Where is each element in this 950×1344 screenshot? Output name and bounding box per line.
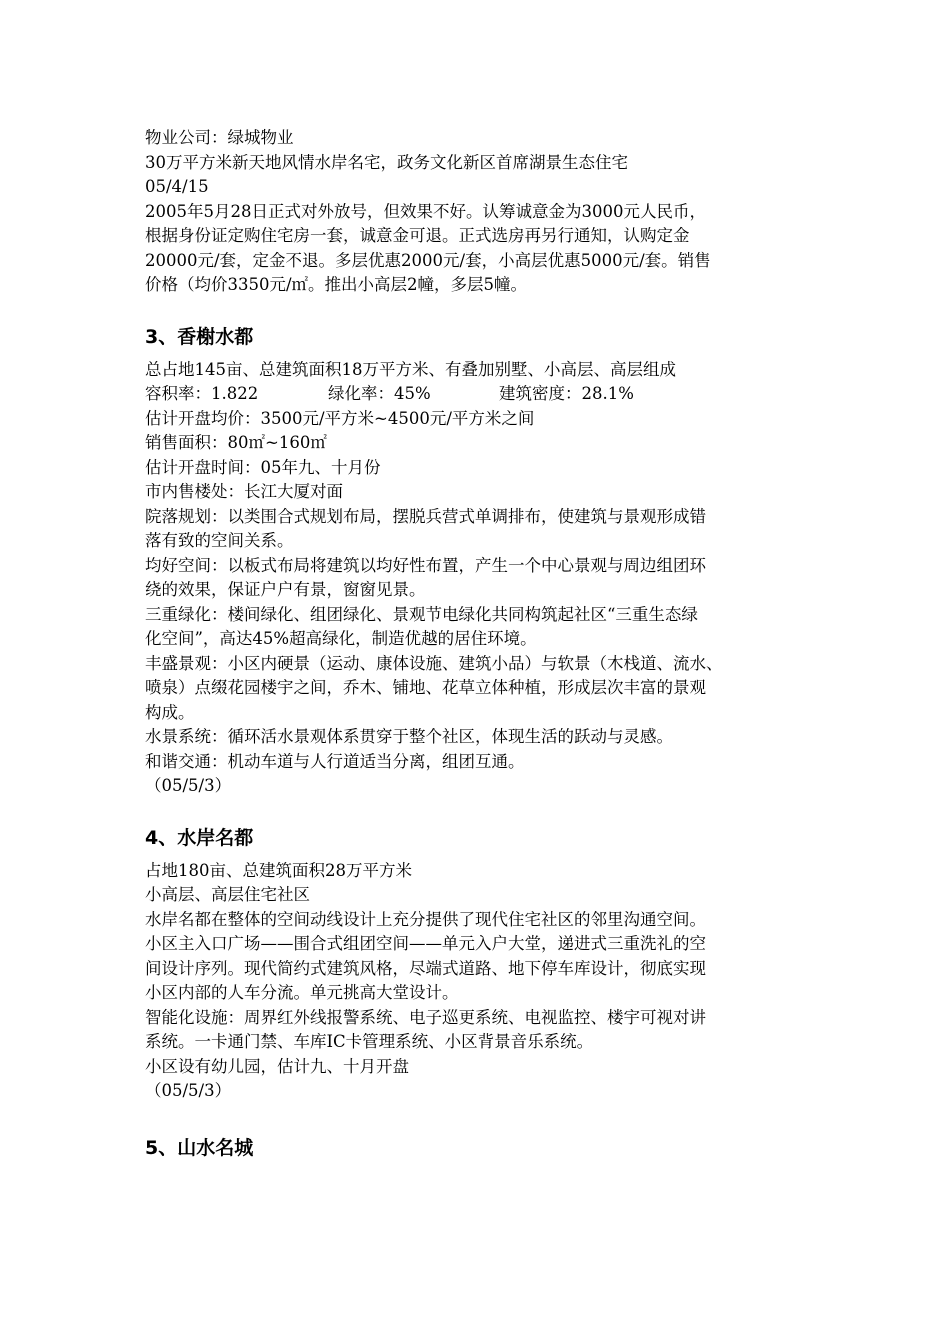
text-line: 构成。 [145,702,195,722]
text-line: 占地180亩、总建筑面积28万平方米 [145,860,412,880]
text-line: 30万平方米新天地风情水岸名宅，政务文化新区首席湖景生态住宅 [145,152,628,172]
section-5 [145,1134,825,1162]
text-line: 05/4/15 [145,177,209,196]
building-density: 建筑密度：28.1% [499,384,634,403]
document-page [145,126,825,1162]
text-line: 和谐交通：机动车道与人行道适当分离，组团互通。 [145,751,525,771]
section-3 [145,323,825,799]
text-line: 绕的效果，保证户户有景，窗窗见景。 [145,580,426,599]
text-line: 水景系统：循环活水景观体系贯穿于整个社区，体现生活的跃动与灵感。 [145,727,673,746]
text-line: 落有致的空间关系。 [145,531,294,550]
text-line: 20000元/套，定金不退。多层优惠2000元/套，小高层优惠5000元/套。销售 [145,250,711,270]
green-ratio: 绿化率：45% [328,384,431,403]
text-line: 估计开盘均价：3500元/平方米~4500元/平方米之间 [145,408,535,428]
text-line: 喷泉）点缀花园楼宇之间，乔木、铺地、花草立体种植，形成层次丰富的景观 [145,678,706,697]
plot-ratio: 容积率：1.822 [145,384,259,403]
text-line: 智能化设施：周界红外线报警系统、电子巡更系统、电视监控、楼宇可视对讲 [145,1007,706,1027]
text-line: 小区主入口广场——围合式组团空间——单元入户大堂，递进式三重洗礼的空 [145,934,706,953]
date-note: （05/5/3） [145,1081,232,1100]
text-line: 均好空间：以板式布局将建筑以均好性布置，产生一个中心景观与周边组团环 [145,555,706,575]
section-2-tail [145,126,825,298]
text-line: 2005年5月28日正式对外放号，但效果不好。认筹诚意金为3000元人民币， [145,201,706,221]
section-heading: 3、香榭水都 [145,325,254,348]
text-line: 小区内部的人车分流。单元挑高大堂设计。 [145,983,459,1002]
text-line: 价格（均价3350元/㎡。推出小高层2幢，多层5幢。 [145,275,528,294]
text-line: 总占地145亩、总建筑面积18万平方米、有叠加别墅、小高层、高层组成 [145,359,676,379]
text-line: 销售面积：80㎡~160㎡ [145,433,327,452]
text-line: 物业公司：绿城物业 [145,128,294,147]
text-line: 化空间”，高达45%超高绿化，制造优越的居住环境。 [145,629,537,648]
stats-line [145,382,825,407]
text-line: 根据身份证定购住宅房一套，诚意金可退。正式选房再另行通知，认购定金 [145,226,690,245]
section-4 [145,824,825,1104]
text-line: 水岸名都在整体的空间动线设计上充分提供了现代住宅社区的邻里沟通空间。 [145,909,706,929]
text-line: 市内售楼处：长江大厦对面 [145,482,343,501]
text-line: 估计开盘时间：05年九、十月份 [145,457,381,477]
text-line: 小高层、高层住宅社区 [145,885,310,904]
date-note: （05/5/3） [145,776,232,795]
text-line: 院落规划：以类围合式规划布局，摆脱兵营式单调排布，使建筑与景观形成错 [145,506,706,526]
text-line: 间设计序列。现代简约式建筑风格，尽端式道路、地下停车库设计，彻底实现 [145,958,706,978]
section-heading: 5、山水名城 [145,1136,254,1159]
text-line: 小区设有幼儿园，估计九、十月开盘 [145,1056,409,1076]
text-line: 三重绿化：楼间绿化、组团绿化、景观节电绿化共同构筑起社区“三重生态绿 [145,604,698,624]
text-line: 系统。一卡通门禁、车库IC卡管理系统、小区背景音乐系统。 [145,1032,594,1051]
text-line: 丰盛景观：小区内硬景（运动、康体设施、建筑小品）与软景（木栈道、流水、 [145,653,723,673]
section-heading: 4、水岸名都 [145,826,254,849]
